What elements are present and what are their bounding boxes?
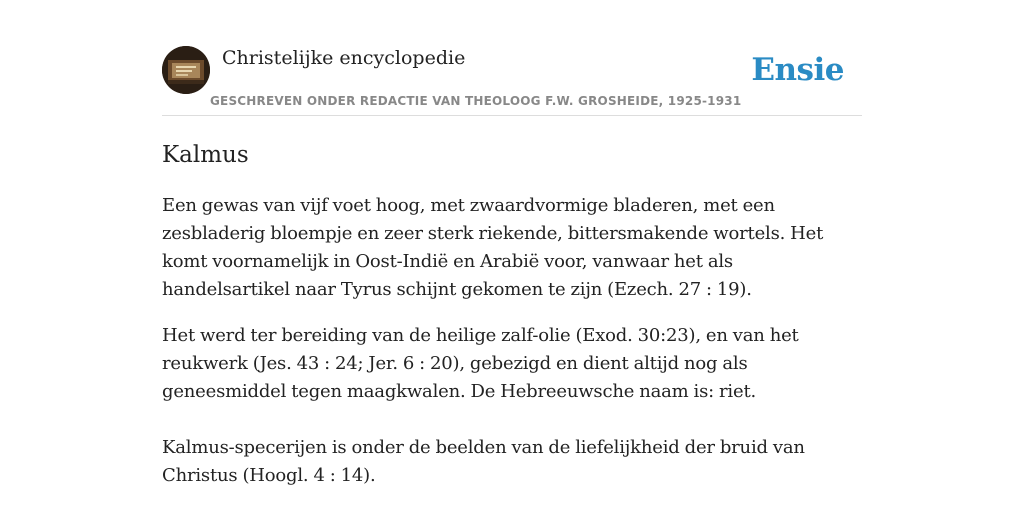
article-page [162, 0, 862, 512]
source-header [162, 0, 862, 116]
entry-paragraph: Een gewas van vijf voet hoog, met zwaardvormige bladeren, met een zesbladerig bloempje en zeer sterk riekende, bittersmakende wortels. Het komt voornamelijk in Oost-Indië en Arabië voor, vanwaar het als handelsartikel naar Tyrus schijnt gekomen te zijn (Ezech. 27 : 19). [162, 195, 824, 300]
source-subtitle: GESCHREVEN ONDER REDACTIE VAN THEOLOOG F.W. GROSHEIDE, 1925-1931 [210, 94, 742, 108]
book-cover-icon [162, 46, 210, 94]
entry-title: Kalmus [162, 142, 249, 168]
source-avatar[interactable] [162, 46, 210, 94]
source-title[interactable]: Christelijke encyclopedie [222, 47, 466, 69]
entry-paragraph: Kalmus-specerijen is onder de beelden van de liefelijkheid der bruid van Christus (Hoogl. 4 : 14). [162, 437, 805, 486]
ensie-logo-link[interactable]: Ensie [751, 52, 844, 88]
entry-body [162, 192, 862, 508]
entry-paragraph: Het werd ter bereiding van de heilige zalf-olie (Exod. 30:23), en van het reukwerk (Jes. 43 : 24; Jer. 6 : 20), gebezigd en dient altijd nog als geneesmiddel tegen maagkwalen. De Hebreeuwsche naam is: riet. [162, 325, 799, 402]
